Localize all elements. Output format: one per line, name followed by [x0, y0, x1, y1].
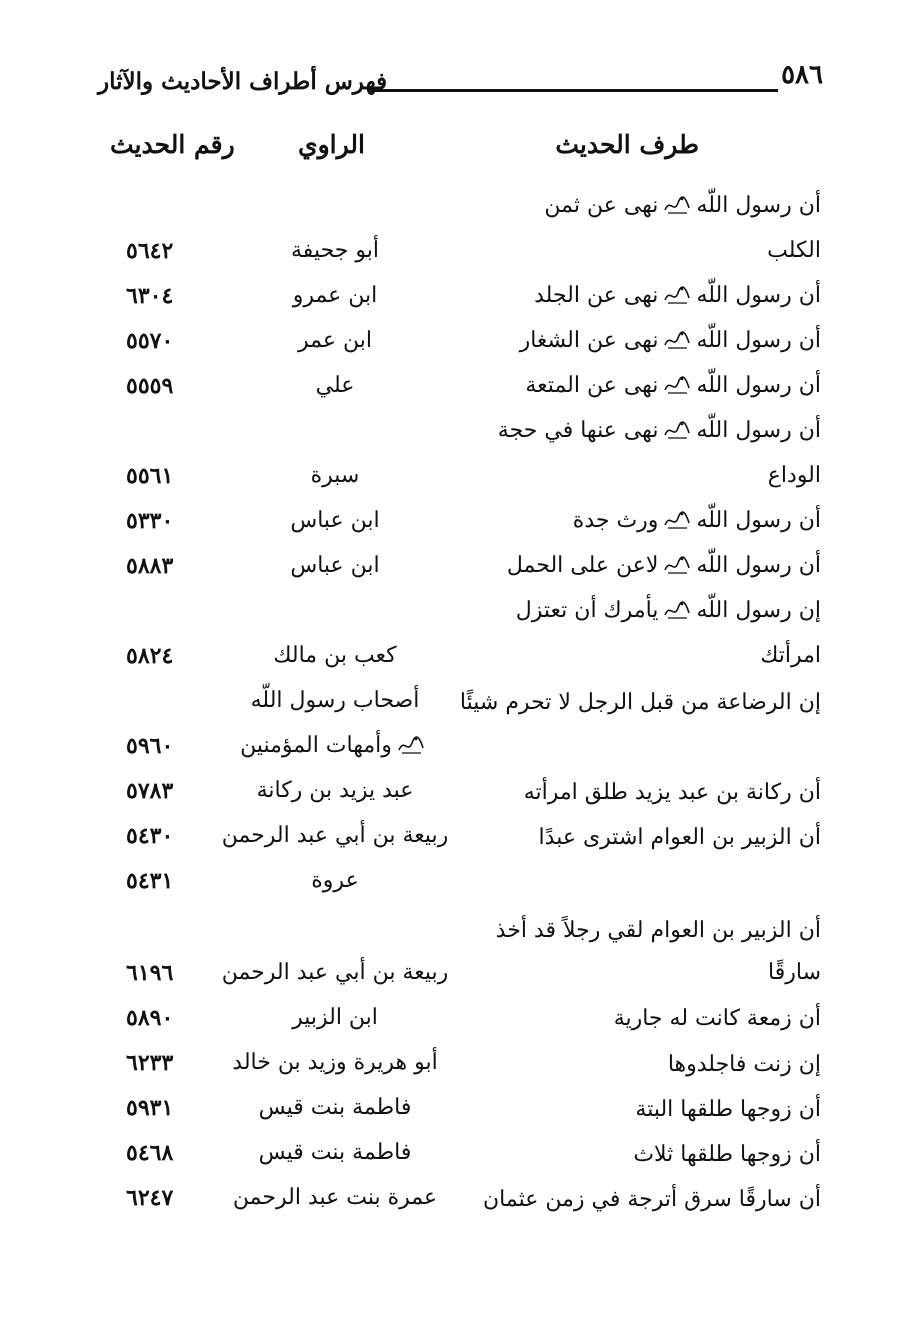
narrator: ربيعة بن أبي عبد الرحمن: [221, 960, 449, 985]
narrator: علي: [315, 373, 355, 398]
salutation-glyph-icon: [662, 374, 692, 396]
hadith-number: ٦٢٣٣: [126, 1050, 174, 1076]
hadith-number: ٥٣٣٠: [126, 508, 174, 534]
hadith-number: ٥٧٨٣: [126, 778, 174, 804]
hadith-text: أن سارقًا سرق أترجة في زمن عثمان: [483, 1187, 821, 1212]
narrator: فاطمة بنت قيس: [258, 1095, 412, 1120]
hadith-text-continued: سارقًا: [768, 960, 821, 985]
hadith-text-continued: امرأتك: [760, 643, 821, 668]
narrator: عبد يزيد بن ركانة: [256, 778, 414, 803]
hadith-text: أن ركانة بن عبد يزيد طلق امرأته: [523, 780, 821, 805]
narrator: كعب بن مالك: [273, 643, 397, 668]
narrator: ابن عباس: [290, 553, 380, 578]
narrator: ربيعة بن أبي عبد الرحمن: [221, 823, 449, 848]
narrator: ابن عمرو: [292, 283, 378, 308]
hadith-text: أن رسول اللّه لاعن على الحمل: [506, 553, 821, 578]
hadith-text: أن رسول اللّه نهى عن ثمن: [544, 193, 821, 218]
page-number: ٥٨٦: [781, 60, 823, 90]
hadith-text: إن رسول اللّه يأمرك أن تعتزل: [515, 598, 821, 623]
salutation-glyph-icon: [662, 509, 692, 531]
narrator: أبو جحيفة: [291, 238, 379, 263]
hadith-text-continued: الوداع: [767, 463, 821, 488]
hadith-text: أن رسول اللّه نهى عن المتعة: [525, 373, 821, 398]
salutation-glyph-icon: [662, 329, 692, 351]
salutation-glyph-icon: [662, 419, 692, 441]
narrator: أصحاب رسول اللّه: [250, 688, 420, 713]
hadith-text: أن الزبير بن العوام اشترى عبدًا: [538, 825, 821, 850]
narrator: ابن الزبير: [292, 1005, 378, 1030]
narrator: عروة: [311, 868, 359, 893]
column-header-narrator: الراوي: [298, 130, 365, 159]
salutation-glyph-icon: [662, 284, 692, 306]
hadith-number: ٥٤٣٠: [126, 823, 174, 849]
hadith-text: أن الزبير بن العوام لقي رجلاً قد أخذ: [495, 918, 821, 943]
hadith-text: أن زوجها طلقها البتة: [635, 1097, 821, 1122]
hadith-number: ٥٦٤٢: [126, 238, 174, 264]
narrator-continued: وأمهات المؤمنين: [205, 726, 465, 766]
hadith-number: ٥٥٧٠: [126, 328, 174, 354]
column-header-number: رقم الحديث: [110, 130, 235, 159]
salutation-glyph-icon: [662, 554, 692, 576]
hadith-number: ٥٥٦١: [126, 463, 174, 489]
hadith-number: ٥٥٥٩: [126, 373, 174, 399]
hadith-number: ٥٤٦٨: [126, 1140, 174, 1166]
hadith-text: إن الرضاعة من قبل الرجل لا تحرم شيئًا: [459, 690, 821, 715]
narrator: عمرة بنت عبد الرحمن: [232, 1185, 438, 1210]
hadith-text: أن رسول اللّه نهى عن الجلد: [534, 283, 821, 308]
salutation-glyph-icon: [662, 194, 692, 216]
hadith-number: ٦٣٠٤: [126, 283, 174, 309]
hadith-text: إن زنت فاجلدوها: [667, 1052, 821, 1077]
column-header-hadith: طرف الحديث: [555, 130, 699, 159]
hadith-text: أن رسول اللّه ورث جدة: [572, 508, 821, 533]
hadith-text: أن زوجها طلقها ثلاث: [633, 1142, 821, 1167]
hadith-number: ٥٨٢٤: [126, 643, 174, 669]
hadith-number: ٥٤٣١: [126, 868, 174, 894]
hadith-number: ٥٨٩٠: [126, 1005, 174, 1031]
narrator: فاطمة بنت قيس: [258, 1140, 412, 1165]
narrator: ابن عمر: [298, 328, 372, 353]
hadith-number: ٥٩٣١: [126, 1095, 174, 1121]
salutation-glyph-icon: [396, 734, 426, 756]
hadith-number: ٦٢٤٧: [126, 1185, 174, 1211]
narrator: أبو هريرة وزيد بن خالد: [232, 1050, 438, 1075]
narrator: سبرة: [310, 463, 360, 488]
salutation-glyph-icon: [662, 599, 692, 621]
hadith-text: أن رسول اللّه نهى عن الشغار: [519, 328, 821, 353]
hadith-number: ٦١٩٦: [126, 960, 174, 986]
hadith-text: أن رسول اللّه نهى عنها في حجة: [497, 418, 821, 443]
hadith-text-continued: الكلب: [767, 238, 821, 263]
hadith-number: ٥٩٦٠: [126, 733, 174, 759]
narrator: ابن عباس: [290, 508, 380, 533]
hadith-text: أن زمعة كانت له جارية: [613, 1006, 821, 1031]
running-title: فهرس أطراف الأحاديث والآثار: [98, 68, 388, 95]
hadith-number: ٥٨٨٣: [126, 553, 174, 579]
